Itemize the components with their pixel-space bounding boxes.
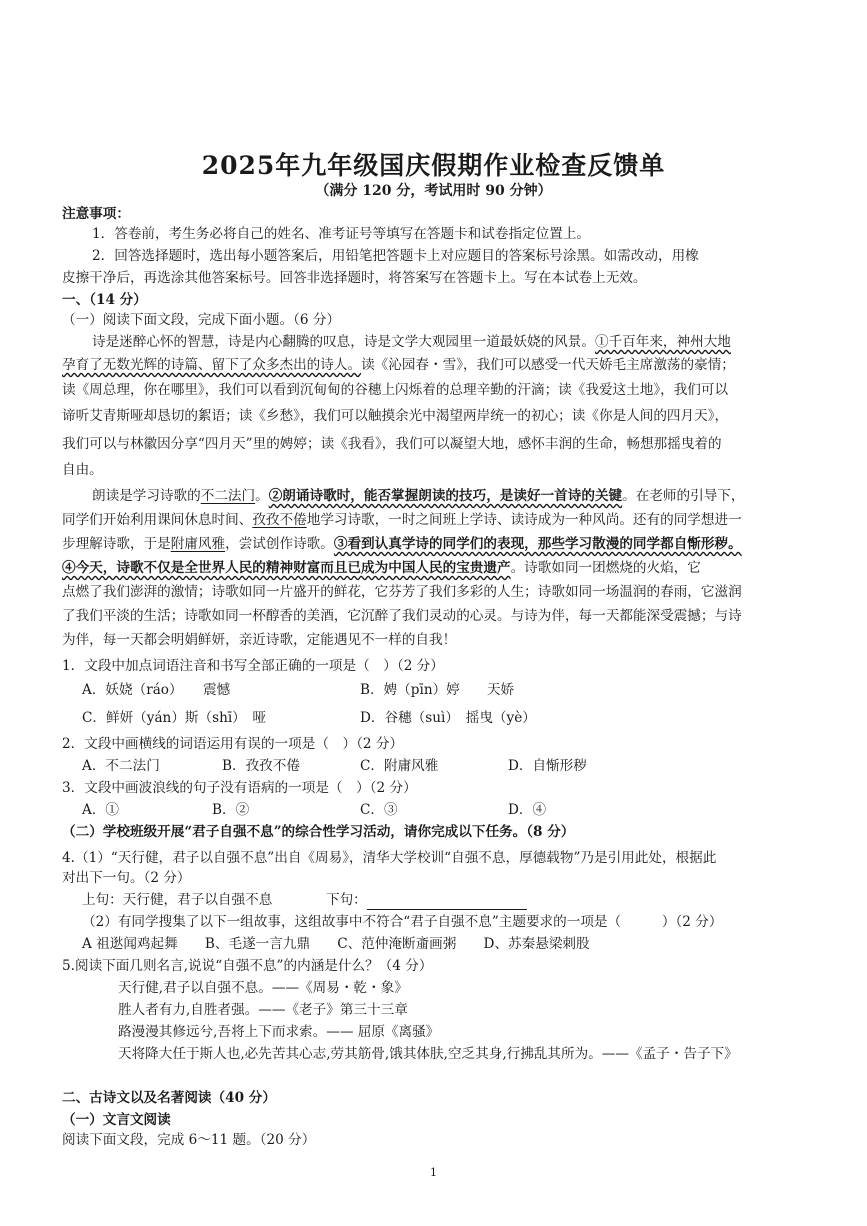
wavy-sentence-2: ②朗诵诗歌时，能否掌握朗读的技巧，是读好一首诗的关键 <box>268 488 623 504</box>
question-2-option-a: A．不二法门 <box>82 758 160 774</box>
question-5-stem: 5.阅读下面几则名言,说说“自强不息”的内涵是什么？（4 分） <box>62 958 433 974</box>
section-2-instruction: 阅读下面文段，完成 6～11 题。（20 分） <box>62 1132 316 1148</box>
question-4-line: 对出下一句。（2 分） <box>62 870 191 886</box>
passage-text: 同学们开始利用课间休息时间、 <box>62 512 253 528</box>
lower-line-label: 下句： <box>326 892 367 908</box>
subsection-2-heading: （二）学校班级开展“君子自强不息”的综合性学习活动，请你完成以下任务。（8 分） <box>62 824 575 840</box>
wavy-sentence-1: ①千百年来，神州大地 <box>594 334 731 350</box>
passage-line: 谛听艾青斯哑却恳切的絮语；读《乡愁》，我们可以触摸余光中渴望两岸统一的初心；读《你是人间的四月天》， <box>62 408 729 424</box>
page-title: 2025年九年级国庆假期作业检查反馈单 <box>201 151 666 180</box>
passage-line <box>92 332 731 352</box>
passage-line: 自由。 <box>62 462 103 478</box>
page-number: 1 <box>430 1166 437 1179</box>
passage-line: 了我们平淡的生活；诗歌如同一杯醇香的美酒，它沉醉了我们灵动的心灵。与诗为伴，每一天都能深受震撼；与诗 <box>62 608 742 624</box>
underlined-term-2: 孜孜不倦 <box>252 512 307 528</box>
question-4-options: A 祖逖闻鸡起舞 B、毛遂一言九鼎 C、范仲淹断齑画粥 D、苏秦悬梁刺股 <box>82 936 590 952</box>
question-4-upper-line: 上句：天行健，君子以自强不息 <box>82 892 273 908</box>
passage-line: 点燃了我们澎湃的激情；诗歌如同一片盛开的鲜花，它芬芳了我们多彩的人生；诗歌如同一场温润的春雨，它滋润 <box>62 584 742 600</box>
wavy-sentence-1-cont: 孕育了无数光辉的诗篇、留下了众多杰出的诗人。 <box>62 357 362 373</box>
notice-item-1: 1．答卷前，考生务必将自己的姓名、准考证号等填写在答题卡和试卷指定位置上。 <box>92 226 591 242</box>
notice-heading: 注意事项： <box>62 206 130 222</box>
passage-line <box>62 534 742 554</box>
passage-text: 步理解诗歌，于是 <box>62 536 171 552</box>
passage-text: 。 <box>255 488 269 504</box>
question-3-stem: 3．文段中画波浪线的句子没有语病的一项是（ ）（2 分） <box>62 780 417 796</box>
passage-text: 诗是迷醉心怀的智慧，诗是内心翻腾的叹息，诗是文学大观园里一道最妖娆的风景。 <box>92 334 595 350</box>
passage-line <box>62 510 742 530</box>
quote-1: 天行健,君子以自强不息。——《周易・乾・象》 <box>118 980 408 996</box>
notice-item-2: 2．回答选择题时，选出每小题答案后，用铅笔把答题卡上对应题目的答案标号涂黑。如需改动，用橡 <box>92 248 699 264</box>
passage-text: 朗读是学习诗歌的 <box>92 488 201 504</box>
question-2-option-b: B．孜孜不倦 <box>222 758 300 774</box>
wavy-sentence-3: ③看到认真学诗的同学们的表现，那些学习散漫的同学都自惭形秽。 <box>333 536 742 552</box>
notice-item-2-cont: 皮擦干净后，再选涂其他答案标号。回答非选择题时，将答案写在答题卡上。写在本试卷上无效。 <box>62 270 647 286</box>
wavy-sentence-4: ④今天，诗歌不仅是全世界人民的精神财富而且已成为中国人民的宝贵遗产 <box>62 560 511 576</box>
question-3-option-b: B．② <box>212 802 250 818</box>
passage-line: 读《周总理，你在哪里》，我们可以看到沉甸甸的谷穗上闪烁着的总理辛勤的汗滴；读《我爱这土地》，我们可以 <box>62 382 729 398</box>
section-1-heading: 一、（14 分） <box>62 292 147 308</box>
quote-4: 天将降大任于斯人也,必先苦其心志,劳其筋骨,饿其体肤,空乏其身,行拂乱其所为。——《孟子・告子下》 <box>118 1046 738 1062</box>
question-2-stem: 2．文段中画横线的词语运用有误的一项是（ ）（2 分） <box>62 736 404 752</box>
passage-text: 。在老师的引导下， <box>622 488 745 504</box>
passage-line: 为伴，每一天都会明娟鲜妍，亲近诗歌，定能遇见不一样的自我！ <box>62 632 457 648</box>
subsection-1-heading: （一）阅读下面文段，完成下面小题。（6 分） <box>62 312 341 328</box>
question-4-lower-line <box>326 890 527 910</box>
question-3-option-d: D．④ <box>508 802 547 818</box>
question-1-option-a: A．妖娆（ráo） 震憾 <box>82 682 231 698</box>
question-2-option-c: C．附庸风雅 <box>360 758 439 774</box>
passage-text: ，尝试创作诗歌。 <box>225 536 334 552</box>
passage-line <box>62 355 735 375</box>
question-1-stem: 1．文段中加点词语注音和书写全部正确的一项是（ ）（2 分） <box>62 658 444 674</box>
page-subtitle: （满分 120 分，考试用时 90 分钟） <box>315 183 552 199</box>
passage-text: 。诗歌如同一团燃烧的火焰，它 <box>510 560 701 576</box>
passage-line: 我们可以与林徽因分享“四月天”里的娉婷；读《我看》，我们可以凝望大地，感怀丰润的生命，畅想那摇曳着的 <box>62 436 722 452</box>
question-2-option-d: D．自惭形秽 <box>508 758 587 774</box>
passage-line <box>62 558 701 578</box>
underlined-term-1: 不二法门 <box>200 488 256 504</box>
question-1-option-d: D．谷穗（suì） 摇曳（yè） <box>360 710 536 726</box>
question-3-option-c: C．③ <box>360 802 398 818</box>
quote-3: 路漫漫其修远兮,吾将上下而求索。—— 屈原《离骚》 <box>118 1024 440 1040</box>
section-2-heading: 二、古诗文以及名著阅读（40 分） <box>62 1090 276 1106</box>
passage-text: 地学习诗歌，一时之间班上学诗、读诗成为一种风尚。还有的同学想进一 <box>306 512 742 528</box>
passage-text: 读《沁园春・雪》，我们可以感受一代天娇毛主席激荡的豪情； <box>361 357 735 373</box>
answer-blank[interactable] <box>367 895 527 910</box>
passage-line <box>92 486 745 506</box>
question-1-option-c: C．鲜妍（yán）斯（shī） 哑 <box>82 710 267 726</box>
question-4-part-2: （2）有同学搜集了以下一组故事，这组故事中不符合“君子自强不息”主题要求的一项是（ ）（2 分） <box>82 914 723 930</box>
quote-2: 胜人者有力,自胜者强。——《老子》第三十三章 <box>118 1002 408 1018</box>
question-1-option-b: B．娉（pīn）婷 天娇 <box>360 682 515 698</box>
question-4-line: 4.（1）“天行健，君子以自强不息”出自《周易》，清华大学校训“自强不息，厚德载物”乃是引用此处，根据此 <box>62 850 717 866</box>
question-3-option-a: A．① <box>82 802 120 818</box>
section-2-subheading: （一）文言文阅读 <box>62 1112 171 1128</box>
underlined-term-3: 附庸风雅 <box>170 536 226 552</box>
